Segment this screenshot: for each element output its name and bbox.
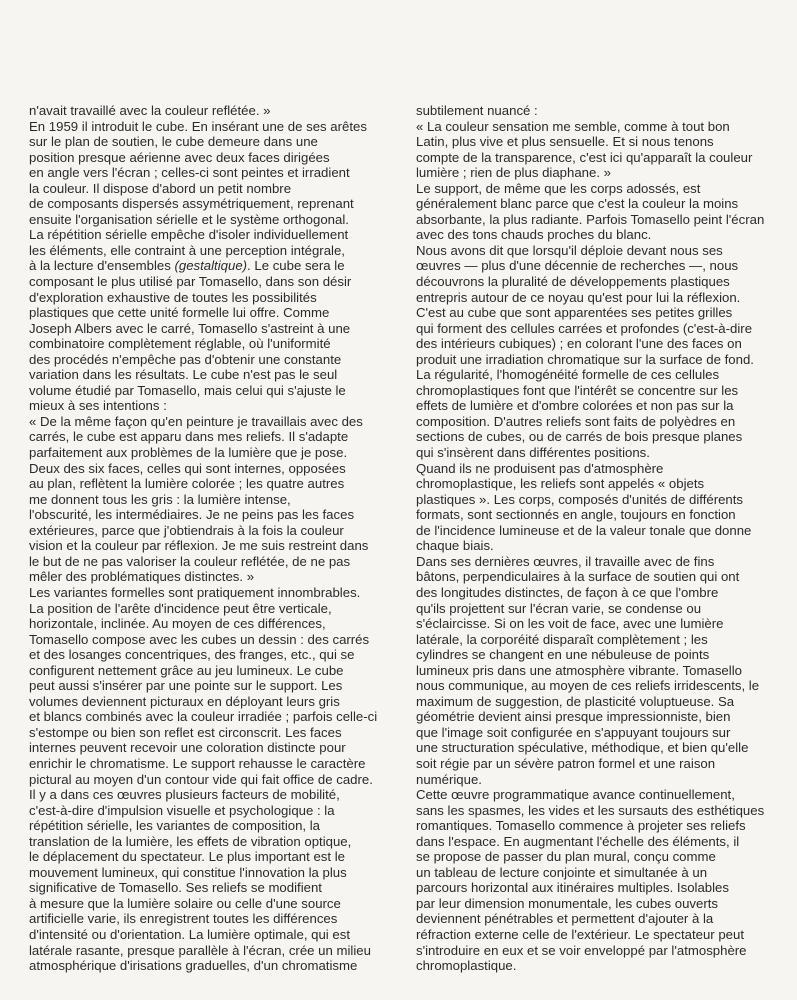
text-line: formats, sont sectionnés en angle, toujours en fonction	[416, 507, 736, 523]
text-line: mouvement lumineux, qui constitue l'innovation la plus	[29, 864, 347, 880]
text-line: la couleur. Il dispose d'abord un petit nombre	[29, 180, 292, 196]
text-line: plastiques ». Les corps, composés d'unités de différents	[416, 491, 744, 507]
text-line: qui s'insèrent dans différentes positions.	[416, 445, 650, 461]
text-line: atmosphérique d'irisations graduelles, d'un chromatisme	[29, 958, 358, 974]
text-line: répétition sérielle, les variantes de composition, la	[29, 818, 321, 834]
text-line: l'obscurité, les intermédiaires. Je ne peins pas les faces	[29, 507, 355, 523]
text-line: au plan, reflètent la lumière colorée ; les quatre autres	[29, 476, 345, 492]
text-line: de l'incidence lumineuse et de la valeur tonale que donne	[416, 522, 752, 538]
text-line: extérieures, parce que j'obtiendrais à la fois la couleur	[29, 522, 344, 538]
text-line: configurent nettement grâce au jeu lumineux. Le cube	[29, 662, 344, 678]
text-line: chromoplastique, les reliefs sont appelés « objets	[416, 476, 705, 492]
text-line: et des losanges concentriques, des franges, etc., qui se	[29, 647, 355, 663]
text-line: effets de lumière et d'ombre colorées et non pas sur la	[416, 398, 734, 414]
text-line: s'estompe ou bien son reflet est circonscrit. Les faces	[29, 724, 342, 740]
text-line: le déplacement du spectateur. Le plus important est le	[29, 849, 345, 865]
text-line: deviennent pénétrables et permettent d'ajouter à la	[416, 911, 714, 927]
text-line: œuvres — plus d'une décennie de recherches —, nous	[416, 258, 739, 274]
text-line: Le support, de même que les corps adossés, est	[416, 180, 701, 196]
text-line: La régularité, l'homogénéité formelle de ces cellules	[416, 367, 720, 383]
text-line: latérale, la corporéité disparaît complètement ; les	[416, 631, 708, 647]
text-line: chaque biais.	[416, 538, 494, 554]
text-line: un tableau de lecture conjointe et simultanée à un	[416, 864, 708, 880]
text-line: absorbante, la plus radiante. Parfois Tomasello peint l'écran	[416, 211, 765, 227]
text-line: géométrie devient ainsi presque impressionniste, bien	[416, 709, 731, 725]
text-line: nous communique, au moyen de ces reliefs irridescents, le	[416, 678, 760, 694]
text-line: par leur dimension monumentale, les cubes ouverts	[416, 895, 719, 911]
text-line: des intérieurs cubiques) ; en colorant l'une des faces on	[416, 336, 742, 352]
text-line: des longitudes distinctes, de façon à ce que l'ombre	[416, 584, 719, 600]
text-line: variation dans les résultats. Le cube n'est pas le seul	[29, 367, 338, 383]
text-line: latérale rasante, presque parallèle à l'écran, crée un milieu	[29, 942, 371, 958]
text-line: pictural au moyen d'un contour vide qui fait office de cadre.	[29, 771, 373, 787]
left-text-column	[29, 103, 391, 974]
text-line: découvrons la pluralité de développements plastiques	[416, 274, 730, 290]
text-line: produit une irradiation chromatique sur la surface de fond.	[416, 351, 754, 367]
text-line: parcours horizontal aux itinéraires multiples. Isolables	[416, 880, 729, 896]
text-line: plastiques que cette unité formelle lui offre. Comme	[29, 305, 330, 321]
text-line: se propose de passer du plan mural, conçu comme	[416, 849, 716, 865]
text-line: avec des tons chauds proches du blanc.	[416, 227, 652, 243]
text-line: ensuite l'organisation sérielle et le système orthogonal.	[29, 211, 349, 227]
text-line: sans les spasmes, les vides et les sursauts des esthétiques	[416, 802, 765, 818]
text-line: volumes deviennent picturaux en déployant leurs gris	[29, 693, 340, 709]
right-text-column	[416, 103, 772, 974]
text-line: lumineux pris dans une atmosphère vibrante. Tomasello	[416, 662, 742, 678]
text-line: dans l'espace. En augmentant l'échelle des éléments, il	[416, 833, 740, 849]
text-line: enrichir le chromatisme. Le support rehausse le caractère	[29, 755, 366, 771]
text-line: les éléments, elle contraint à une perception intégrale,	[29, 242, 345, 258]
text-line: des procédés n'empêche pas d'obtenir une constante	[29, 351, 342, 367]
text-line: horizontale, inclinée. Au moyen de ces différences,	[29, 616, 326, 632]
text-line: à la lecture d'ensembles (gestaltique). Le cube sera le	[29, 258, 345, 274]
text-line: « La couleur sensation me semble, comme à tout bon	[416, 118, 730, 134]
text-line: d'exploration exhaustive de toutes les possibilités	[29, 289, 317, 305]
text-line: d'intensité ou d'orientation. La lumière optimale, qui est	[29, 926, 350, 942]
text-line: Nous avons dit que lorsqu'il déploie devant nous ses	[416, 242, 723, 258]
text-line: numérique.	[416, 771, 482, 787]
text-line: mieux à ses intentions :	[29, 398, 167, 414]
text-line: soit régie par un sévère patron formel et une raison	[416, 755, 716, 771]
text-line: c'est-à-dire d'impulsion visuelle et psychologique : la	[29, 802, 335, 818]
text-line: composant le plus utilisé par Tomasello, dans son désir	[29, 274, 352, 290]
text-line: Les variantes formelles sont pratiquement innombrables.	[29, 584, 361, 600]
text-line: subtilement nuancé :	[416, 103, 538, 118]
text-line: significative de Tomasello. Ses reliefs se modifient	[29, 880, 322, 896]
text-line: composition. D'autres reliefs sont faits de polyèdres en	[416, 413, 736, 429]
text-line: généralement blanc parce que c'est la couleur la moins	[416, 196, 739, 212]
text-line: position presque aérienne avec deux faces dirigées	[29, 149, 330, 165]
text-line: C'est au cube que sont apparentées ses petites grilles	[416, 305, 733, 321]
text-line: artificielle varie, ils enregistrent toutes les différences	[29, 911, 338, 927]
text-line: à mesure que la lumière solaire ou celle d'une source	[29, 895, 341, 911]
text-line: Tomasello compose avec les cubes un dessin : des carrés	[29, 631, 370, 647]
text-line: mêler des problématiques distinctes. »	[29, 569, 255, 585]
text-line: Joseph Albers avec le carré, Tomasello s'astreint à une	[29, 320, 351, 336]
text-line: n'avait travaillé avec la couleur reflétée. »	[29, 103, 271, 118]
text-line: Latin, plus vive et plus sensuelle. Et si nous tenons	[416, 134, 714, 150]
text-line: combinatoire complètement réglable, où l'uniformité	[29, 336, 331, 352]
text-line: Il y a dans ces œuvres plusieurs facteurs de mobilité,	[29, 787, 340, 803]
text-line: me donnent tous les gris : la lumière intense,	[29, 491, 291, 507]
text-line: romantiques. Tomasello commence à projeter ses reliefs	[416, 818, 746, 834]
text-line: parfaitement aux problèmes de la lumière que je pose.	[29, 445, 348, 461]
text-line: En 1959 il introduit le cube. En insérant une de ses arêtes	[29, 118, 367, 134]
text-line: maximum de suggestion, de plasticité voluptueuse. Sa	[416, 693, 735, 709]
text-line: vision et la couleur par réflexion. Je me suis restreint dans	[29, 538, 369, 554]
text-line: translation de la lumière, les effets de vibration optique,	[29, 833, 352, 849]
text-line: internes peuvent recevoir une coloration distincte pour	[29, 740, 346, 756]
text-line: peut aussi s'insérer par une pointe sur le support. Les	[29, 678, 343, 694]
text-line: Dans ses dernières œuvres, il travaille avec de fins	[416, 553, 715, 569]
text-line: compte de la transparence, c'est ici qu'apparaît la couleur	[416, 149, 753, 165]
text-line: réfraction externe celle de l'extérieur. Le spectateur peut	[416, 926, 744, 942]
text-line: et blancs combinés avec la couleur irradiée ; parfois celle-ci	[29, 709, 378, 725]
text-line: La répétition sérielle empêche d'isoler individuellement	[29, 227, 349, 243]
text-line: qui forment des cellules carrées et profondes (c'est-à-dire	[416, 320, 753, 336]
text-line: sections de cubes, ou de carrés de bois presque planes	[416, 429, 743, 445]
text-line: « De la même façon qu'en peinture je travaillais avec des	[29, 413, 363, 429]
text-line: volume étudié par Tomasello, mais celui qui s'ajuste le	[29, 382, 346, 398]
text-line: de composants dispersés assymétriquement, reprenant	[29, 196, 354, 212]
text-line: La position de l'arête d'incidence peut être verticale,	[29, 600, 332, 616]
text-line: s'éclaircisse. Si on les voit de face, avec une lumière	[416, 616, 724, 632]
text-line: Deux des six faces, celles qui sont internes, opposées	[29, 460, 346, 476]
text-line: que l'image soit configurée en s'appuyant toujours sur	[416, 724, 731, 740]
text-line: Quand ils ne produisent pas d'atmosphère	[416, 460, 664, 476]
text-line: Cette œuvre programmatique avance continuellement,	[416, 787, 735, 803]
text-line: bâtons, perpendiculaires à la surface de soutien qui ont	[416, 569, 740, 585]
text-line: entrepris autour de ce noyau qu'est pour lui la réflexion.	[416, 289, 741, 305]
text-line: chromoplastiques font que l'intérêt se concentre sur les	[416, 382, 739, 398]
text-line: cylindres se changent en une nébuleuse de points	[416, 647, 710, 663]
text-line: une structuration spéculative, méthodique, et bien qu'elle	[416, 740, 749, 756]
text-line: le but de ne pas valoriser la couleur reflétée, de ne pas	[29, 553, 351, 569]
text-line: qu'ils projettent sur l'écran varie, se condense ou	[416, 600, 702, 616]
text-line: lumière ; rien de plus diaphane. »	[416, 165, 612, 181]
text-line: s'introduire en eux et se voir enveloppé par l'atmosphère	[416, 942, 747, 958]
text-line: carrés, le cube est apparu dans mes reliefs. Il s'adapte	[29, 429, 349, 445]
text-line: en angle vers l'écran ; celles-ci sont peintes et irradient	[29, 165, 350, 181]
text-line: sur le plan de soutien, le cube demeure dans une	[29, 134, 318, 150]
text-line: chromoplastique.	[416, 958, 517, 974]
